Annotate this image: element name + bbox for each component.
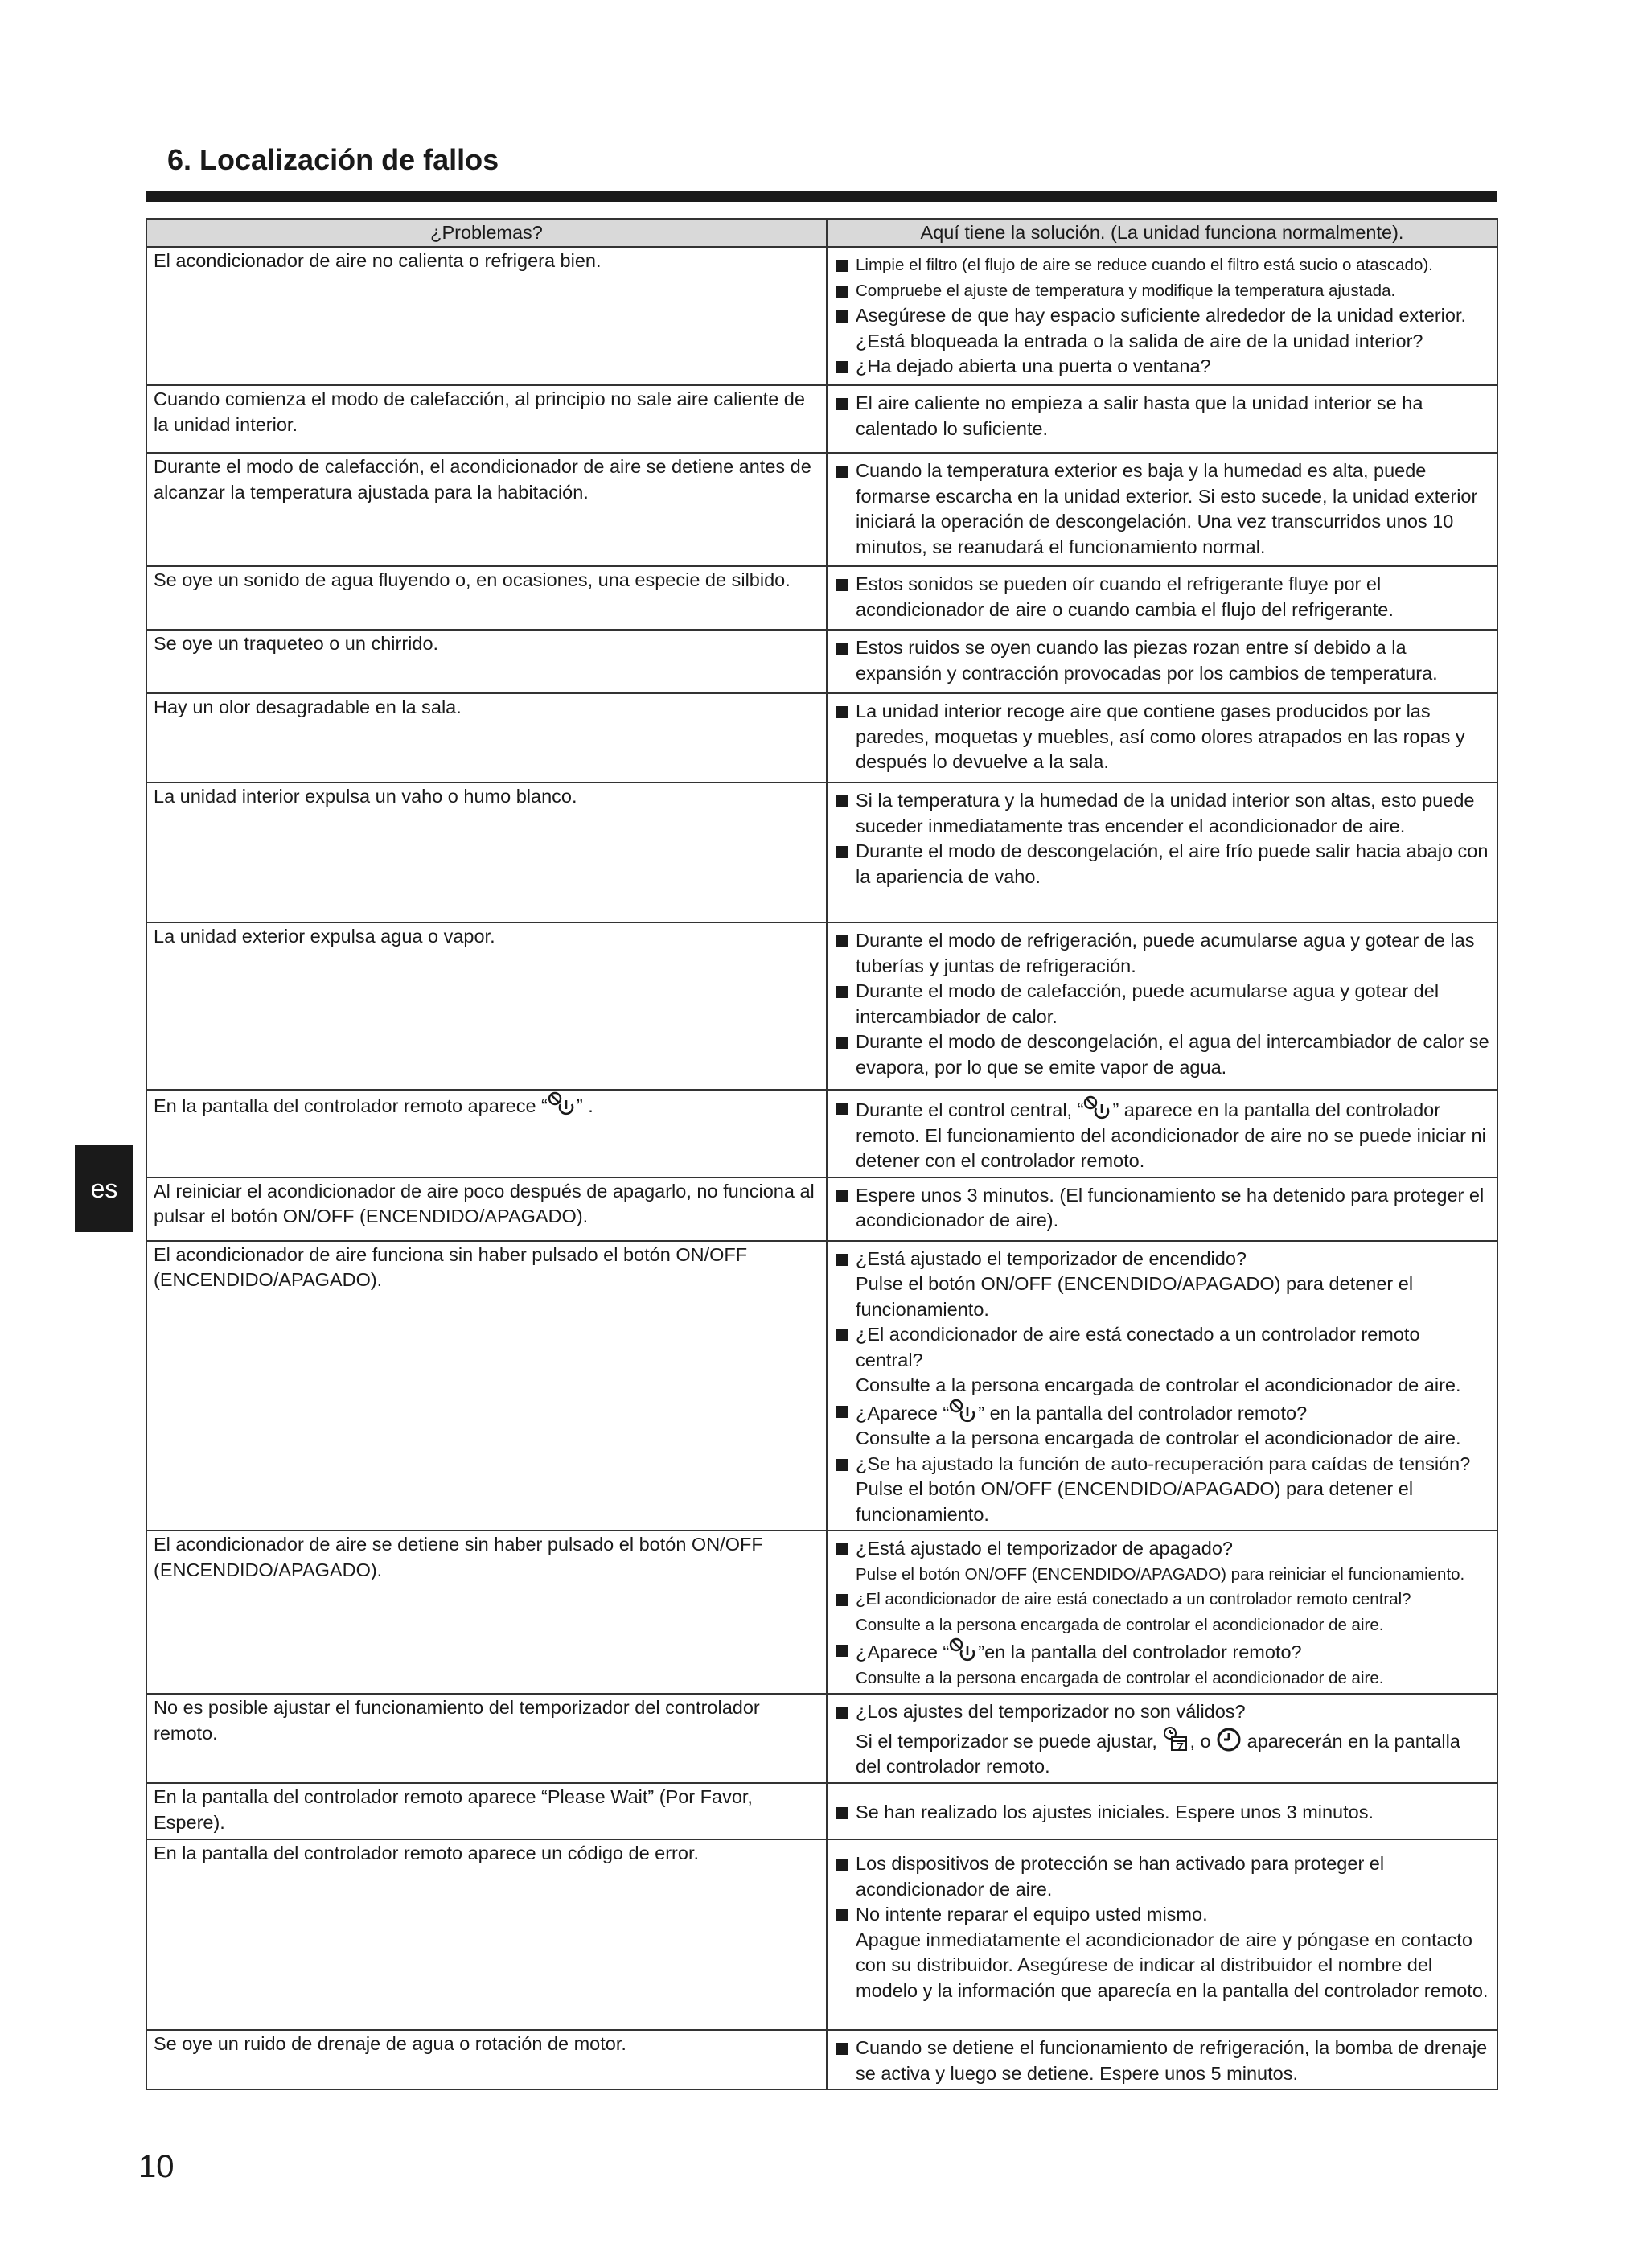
solution-cell [827,1241,1497,1531]
solution-text-end: ” aparece en la pantalla del controlador remoto. El funcionamiento del acondicionador de aire no se puede iniciar ni detener con el controlador remoto. [856,1099,1486,1171]
solution-cell [827,385,1497,453]
square-bullet-icon [834,1699,856,1780]
solution-cell [827,247,1497,385]
square-bullet-icon [834,1536,856,1587]
solution-item [834,1851,1490,1902]
solution-question: ¿Se ha ajustado la función de auto-recuperación para caídas de tensión? [856,1452,1471,1474]
solution-item [834,2036,1490,2086]
solution-text [856,1637,1490,1691]
square-bullet-icon [834,458,856,560]
table-row [146,1694,1497,1783]
solution-text: El aire caliente no empieza a salir hasta que la unidad interior se ha calentado lo suficiente. [856,392,1423,439]
solution-cell [827,1090,1497,1177]
square-bullet-icon [834,572,856,622]
troubleshooting-table [146,218,1498,2090]
solution-cell [827,1177,1497,1241]
square-bullet-icon [834,979,856,1029]
problem-text: En la pantalla del controlador remoto aparece un código de error. [154,1843,700,1863]
solution-text: Los dispositivos de protección se han activado para proteger el acondicionador de aire. [856,1853,1385,1900]
solution-text: Limpie el filtro (el flujo de aire se reduce cuando el filtro está sucio o atascado). [856,256,1433,274]
table-row [146,1530,1497,1694]
solution-text-mid: , o [1189,1730,1211,1752]
solution-item [834,572,1490,622]
table-row [146,630,1497,693]
square-bullet-icon [834,1637,856,1691]
square-bullet-icon [834,1902,856,2003]
solution-answer: Apague inmediatamente el acondicionador de aire y póngase en contacto con su distribuidor. Asegúrese de indicar al distribuidor el nombre del modelo y la información que aparecía en la pantalla del controlador remoto. [856,1929,1489,2001]
solution-text: Estos ruidos se oyen cuando las piezas rozan entre sí debido a la expansión y contracción provocadas por los cambios de temperatura. [856,637,1438,684]
problem-cell [146,566,827,630]
table-row [146,922,1497,1090]
solution-item [834,458,1490,560]
solution-text-end: aparecerán en la pantalla del controlador remoto. [856,1730,1460,1777]
solution-question: ¿Los ajustes del temporizador no son válidos? [856,1701,1246,1722]
solution-item [834,278,1490,304]
square-bullet-icon [834,278,856,304]
problem-text: En la pantalla del controlador remoto aparece “ [154,1095,548,1116]
table-row [146,783,1497,922]
solution-item [834,1699,1490,1780]
square-bullet-icon [834,699,856,775]
solution-text: Durante el modo de calefacción, puede acumularse agua y gotear del intercambiador de calor. [856,980,1440,1027]
central-control-icon [1083,1095,1112,1121]
square-bullet-icon [834,1587,856,1637]
solution-text-start: ¿Aparece “ [856,1402,950,1424]
square-bullet-icon [834,928,856,979]
solution-answer: Consulte a la persona encargada de controlar el acondicionador de aire. [856,1615,1384,1634]
solution-question: ¿Está ajustado el temporizador de encendido? [856,1247,1247,1269]
solution-item [834,979,1490,1029]
solution-text-start: Durante el control central, “ [856,1099,1084,1120]
problem-text: El acondicionador de aire se detiene sin haber pulsado el botón ON/OFF (ENCENDIDO/APAGADO). [154,1534,763,1580]
square-bullet-icon [834,1322,856,1399]
problem-cell [146,1783,827,1839]
solution-text: Cuando la temperatura exterior es baja y la humedad es alta, puede formarse escarcha en la unidad exterior. Si esto sucede, la unidad exterior iniciará la operación de descongelación. Una vez transcurridos unos 10 minutos, se reanudará el funcionamiento normal. [856,460,1478,557]
problem-cell [146,247,827,385]
solution-item [834,635,1490,686]
weekly-timer-icon [1162,1725,1189,1752]
page-title: 6. Localización de fallos [167,143,499,176]
problem-cell [146,1090,827,1177]
square-bullet-icon [834,391,856,442]
square-bullet-icon [834,788,856,839]
central-control-icon [949,1637,978,1663]
table-row [146,693,1497,783]
solution-item [834,1095,1490,1174]
square-bullet-icon [834,354,856,380]
solution-item [834,1452,1490,1528]
problem-cell [146,1694,827,1783]
central-control-icon [949,1399,978,1424]
solution-text: ¿Ha dejado abierta una puerta o ventana? [856,355,1211,376]
table-row [146,1783,1497,1839]
solution-text: Espere unos 3 minutos. (El funcionamiento se ha detenido para proteger el acondicionador de aire). [856,1184,1485,1231]
solution-text: Asegúrese de que hay espacio suficiente alrededor de la unidad exterior. ¿Está bloqueada la entrada o la salida de aire de la unidad interior? [856,305,1467,351]
solution-text-end: ”en la pantalla del controlador remoto? [978,1641,1302,1662]
square-bullet-icon [834,839,856,890]
solution-text: Cuando se detiene el funcionamiento de refrigeración, la bomba de drenaje se activa y luego se detiene. Espere unos 5 minutos. [856,2037,1488,2084]
solution-text: Compruebe el ajuste de temperatura y modifique la temperatura ajustada. [856,281,1396,300]
solution-text [856,1587,1490,1637]
solution-cell [827,1839,1497,2030]
solution-question: No intente reparar el equipo usted mismo. [856,1904,1208,1925]
solution-text [856,1452,1490,1528]
problem-text: Durante el modo de calefacción, el acondicionador de aire se detiene antes de alcanzar la temperatura ajustada para la habitación. [154,456,811,503]
problem-text: Cuando comienza el modo de calefacción, al principio no sale aire caliente de la unidad interior. [154,388,805,435]
solution-item [834,1247,1490,1323]
solution-text: Estos sonidos se pueden oír cuando el refrigerante fluye por el acondicionador de aire o cuando cambia el flujo del refrigerante. [856,573,1394,620]
square-bullet-icon [834,635,856,686]
problem-cell [146,693,827,783]
square-bullet-icon [834,1095,856,1174]
square-bullet-icon [834,2036,856,2086]
solution-cell [827,693,1497,783]
problem-text: No es posible ajustar el funcionamiento del temporizador del controlador remoto. [154,1697,760,1744]
problem-text: Se oye un traqueteo o un chirrido. [154,633,439,654]
square-bullet-icon [834,1247,856,1323]
problem-cell [146,783,827,922]
solution-text-end: ” en la pantalla del controlador remoto? [978,1402,1308,1424]
solution-item [834,1399,1490,1452]
square-bullet-icon [834,1452,856,1528]
page-number: 10 [138,2149,175,2184]
square-bullet-icon [834,303,856,354]
problem-text: El acondicionador de aire no calienta o refrigera bien. [154,250,602,271]
solution-item [834,699,1490,775]
solution-item [834,1637,1490,1691]
solution-question: ¿Está ajustado el temporizador de apagado? [856,1538,1234,1559]
solution-item [834,1322,1490,1399]
language-tab-label: es [90,1173,118,1203]
solution-text [856,1095,1490,1174]
solution-cell [827,2030,1497,2089]
solution-item [834,839,1490,890]
solution-text: Si la temperatura y la humedad de la unidad interior son altas, esto puede suceder inmediatamente tras encender el acondicionador de aire. [856,790,1475,836]
solution-text-start: ¿Aparece “ [856,1641,950,1662]
table-row [146,1241,1497,1531]
problem-cell [146,1530,827,1694]
square-bullet-icon [834,253,856,278]
table-row [146,2030,1497,2089]
solution-cell [827,453,1497,566]
solution-answer: Pulse el botón ON/OFF (ENCENDIDO/APAGADO) para detener el funcionamiento. [856,1478,1414,1525]
clock-icon [1216,1727,1242,1752]
solution-cell [827,783,1497,922]
problem-cell [146,1177,827,1241]
problem-text: La unidad exterior expulsa agua o vapor. [154,926,495,947]
problem-text: Hay un olor desagradable en la sala. [154,696,462,717]
table-header-row [146,219,1497,247]
solution-text: Durante el modo de descongelación, el aire frío puede salir hacia abajo con la apariencia de vaho. [856,840,1489,887]
solution-item [834,788,1490,839]
problem-cell [146,453,827,566]
solution-answer [856,1725,1490,1780]
solution-cell [827,566,1497,630]
square-bullet-icon [834,1800,856,1826]
problem-text: Se oye un sonido de agua fluyendo o, en ocasiones, una especie de silbido. [154,569,791,590]
solution-question: ¿El acondicionador de aire está conectado a un controlador remoto central? [856,1324,1420,1370]
solution-item [834,1800,1490,1826]
solution-text [856,1902,1490,2003]
solution-text [856,1536,1490,1587]
solution-item [834,928,1490,979]
solution-cell [827,922,1497,1090]
problem-text: El acondicionador de aire funciona sin haber pulsado el botón ON/OFF (ENCENDIDO/APAGADO). [154,1243,748,1290]
solution-item [834,1587,1490,1637]
table-row [146,385,1497,453]
problem-text: La unidad interior expulsa un vaho o humo blanco. [154,786,577,807]
solution-cell [827,1530,1497,1694]
solution-item [834,354,1490,380]
solution-answer: Pulse el botón ON/OFF (ENCENDIDO/APAGADO) para detener el funcionamiento. [856,1273,1414,1320]
solution-text: Durante el modo de refrigeración, puede acumularse agua y gotear de las tuberías y juntas de refrigeración. [856,930,1475,976]
problem-cell [146,385,827,453]
solution-item [834,303,1490,354]
solution-cell [827,1694,1497,1783]
solution-answer: Consulte a la persona encargada de controlar el acondicionador de aire. [856,1428,1461,1448]
square-bullet-icon [834,1029,856,1080]
table-row [146,1090,1497,1177]
solution-item [834,1902,1490,2003]
solution-cell [827,630,1497,693]
solution-text [856,1699,1490,1780]
solution-text [856,1247,1490,1323]
solution-item [834,1536,1490,1587]
solution-item [834,1183,1490,1234]
solution-text [856,1399,1490,1452]
central-control-icon [548,1091,577,1117]
header-problem: ¿Problemas? [146,219,827,247]
table-row [146,1839,1497,2030]
solution-cell [827,1783,1497,1839]
square-bullet-icon [834,1183,856,1234]
problem-text: Se oye un ruido de drenaje de agua o rotación de motor. [154,2033,626,2054]
header-solution: Aquí tiene la solución. (La unidad funciona normalmente). [827,219,1497,247]
solution-item [834,391,1490,442]
solution-item [834,253,1490,278]
table-row [146,247,1497,385]
square-bullet-icon [834,1851,856,1902]
table-row [146,453,1497,566]
solution-item [834,1029,1490,1080]
problem-text: Al reiniciar el acondicionador de aire poco después de apagarlo, no funciona al pulsar el botón ON/OFF (ENCENDIDO/APAGADO). [154,1180,815,1226]
solution-answer: Consulte a la persona encargada de controlar el acondicionador de aire. [856,1374,1461,1395]
solution-text: La unidad interior recoge aire que contiene gases producidos por las paredes, moquetas y muebles, así como olores atrapados en las ropas y después lo devuelve a la sala. [856,701,1465,772]
solution-question [856,1637,1490,1666]
solution-text: Durante el modo de descongelación, el agua del intercambiador de calor se evapora, por lo que se emite vapor de agua. [856,1031,1489,1078]
table-row [146,566,1497,630]
problem-text: En la pantalla del controlador remoto aparece “Please Wait” (Por Favor, Espere). [154,1786,753,1833]
problem-cell [146,1839,827,2030]
solution-question [856,1399,1490,1427]
problem-cell [146,2030,827,2089]
table-row [146,1177,1497,1241]
problem-cell [146,630,827,693]
problem-cell [146,1241,827,1531]
solution-answer: Pulse el botón ON/OFF (ENCENDIDO/APAGADO) para reiniciar el funcionamiento. [856,1564,1465,1584]
language-tab [75,1145,133,1232]
solution-text [856,1322,1490,1399]
title-divider [146,191,1497,202]
solution-text: Se han realizado los ajustes iniciales. Espere unos 3 minutos. [856,1801,1374,1822]
solution-text-start: Si el temporizador se puede ajustar, [856,1730,1157,1752]
problem-text-end: ” . [576,1095,593,1116]
solution-answer: Consulte a la persona encargada de controlar el acondicionador de aire. [856,1668,1384,1687]
square-bullet-icon [834,1399,856,1452]
problem-cell [146,922,827,1090]
solution-question: ¿El acondicionador de aire está conectado a un controlador remoto central? [856,1590,1411,1609]
